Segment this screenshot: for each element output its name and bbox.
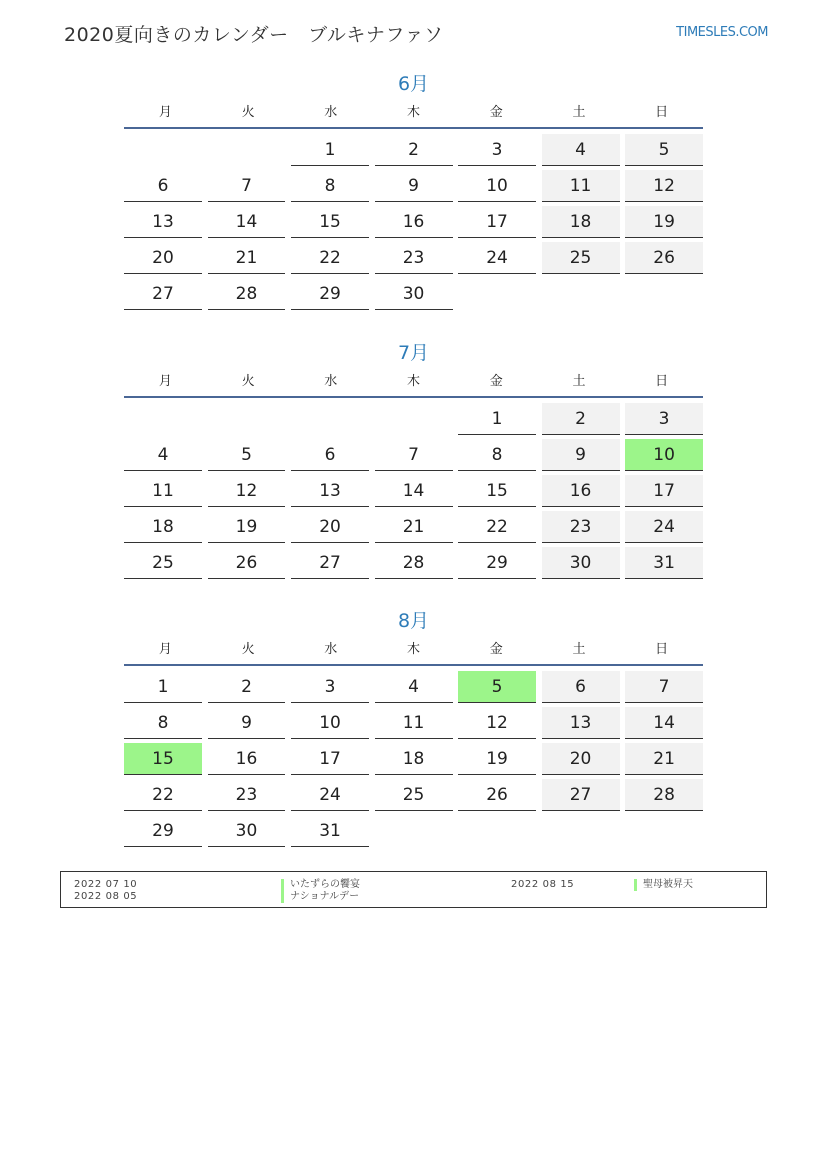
- day-cell[interactable]: 12: [458, 707, 536, 739]
- site-link[interactable]: TIMESLES.COM: [676, 25, 768, 40]
- day-grid: [124, 133, 703, 313]
- legend-holiday-name: いたずらの饗宴: [281, 879, 360, 891]
- week-row: [124, 778, 703, 814]
- week-row: [124, 546, 703, 582]
- legend-dates-col1: [74, 879, 137, 903]
- day-cell[interactable]: 5: [625, 134, 703, 166]
- day-cell[interactable]: 24: [458, 242, 536, 274]
- day-cell[interactable]: 26: [625, 242, 703, 274]
- day-cell[interactable]: 11: [542, 170, 620, 202]
- empty-cell: [625, 278, 703, 309]
- day-cell[interactable]: 31: [291, 815, 369, 847]
- day-cell[interactable]: 7: [625, 671, 703, 703]
- weekday-label: 木: [407, 374, 421, 389]
- day-cell[interactable]: 11: [124, 475, 202, 507]
- day-cell[interactable]: 20: [124, 242, 202, 274]
- empty-cell: [625, 815, 703, 846]
- week-row: [124, 814, 703, 850]
- empty-cell: [375, 403, 453, 434]
- day-cell[interactable]: 28: [625, 779, 703, 811]
- month-july: [124, 338, 703, 582]
- day-cell[interactable]: 30: [542, 547, 620, 579]
- day-cell[interactable]: 29: [458, 547, 536, 579]
- weekday-header: [124, 99, 703, 129]
- day-cell[interactable]: 13: [542, 707, 620, 739]
- day-cell[interactable]: 1: [458, 403, 536, 435]
- weekday-label: 金: [489, 642, 503, 657]
- day-grid: [124, 402, 703, 582]
- day-cell[interactable]: 9: [375, 170, 453, 202]
- day-cell[interactable]: 14: [375, 475, 453, 507]
- week-row: [124, 205, 703, 241]
- holiday-legend: [60, 871, 767, 908]
- weekday-label: 水: [324, 374, 338, 389]
- day-cell[interactable]: 21: [625, 743, 703, 775]
- weekday-label: 火: [241, 642, 255, 657]
- day-cell[interactable]: 14: [208, 206, 286, 238]
- day-cell[interactable]: 22: [124, 779, 202, 811]
- day-cell[interactable]: 6: [124, 170, 202, 202]
- month-title: 7月: [397, 342, 430, 364]
- empty-cell: [208, 134, 286, 165]
- week-row: [124, 438, 703, 474]
- weekday-label: 日: [655, 105, 669, 120]
- day-cell[interactable]: 6: [291, 439, 369, 471]
- day-cell[interactable]: 29: [291, 278, 369, 310]
- day-cell[interactable]: 2: [208, 671, 286, 703]
- day-cell[interactable]: 9: [542, 439, 620, 471]
- day-cell[interactable]: 9: [208, 707, 286, 739]
- day-cell[interactable]: 14: [625, 707, 703, 739]
- day-cell[interactable]: 13: [291, 475, 369, 507]
- week-row: [124, 277, 703, 313]
- empty-cell: [458, 278, 536, 309]
- weekday-label: 土: [572, 642, 586, 657]
- day-cell[interactable]: 15: [291, 206, 369, 238]
- day-cell[interactable]: 2: [542, 403, 620, 435]
- day-cell[interactable]: 19: [458, 743, 536, 775]
- day-cell[interactable]: 20: [542, 743, 620, 775]
- empty-cell: [375, 815, 453, 846]
- day-cell[interactable]: 2: [375, 134, 453, 166]
- weekday-label: 日: [655, 642, 669, 657]
- day-cell[interactable]: 17: [458, 206, 536, 238]
- day-cell[interactable]: 10: [291, 707, 369, 739]
- legend-names-col1: [281, 879, 360, 903]
- legend-date: 2022 07 10: [74, 879, 138, 890]
- day-cell[interactable]: 15: [458, 475, 536, 507]
- day-cell[interactable]: 3: [291, 671, 369, 703]
- day-cell[interactable]: 26: [208, 547, 286, 579]
- day-cell[interactable]: 13: [124, 206, 202, 238]
- weekday-label: 火: [241, 105, 255, 120]
- day-cell[interactable]: 19: [208, 511, 286, 543]
- day-cell[interactable]: 5: [208, 439, 286, 471]
- day-cell[interactable]: 27: [542, 779, 620, 811]
- day-cell[interactable]: 26: [458, 779, 536, 811]
- month-title: 6月: [397, 73, 430, 95]
- day-cell[interactable]: 1: [124, 671, 202, 703]
- day-cell[interactable]: 4: [375, 671, 453, 703]
- legend-date: 2022 08 05: [74, 891, 138, 902]
- day-cell[interactable]: 21: [375, 511, 453, 543]
- day-cell[interactable]: 23: [375, 242, 453, 274]
- day-cell[interactable]: 24: [625, 511, 703, 543]
- day-cell[interactable]: 19: [625, 206, 703, 238]
- day-cell[interactable]: 25: [124, 547, 202, 579]
- legend-names-col2: [634, 879, 693, 891]
- week-row: [124, 742, 703, 778]
- weekday-label: 月: [158, 374, 172, 389]
- day-cell[interactable]: 7: [375, 439, 453, 471]
- weekday-label: 土: [572, 374, 586, 389]
- day-cell[interactable]: 17: [291, 743, 369, 775]
- legend-dates-col2: [511, 879, 574, 891]
- day-cell[interactable]: 10: [625, 439, 703, 471]
- day-cell[interactable]: 18: [375, 743, 453, 775]
- day-cell[interactable]: 3: [458, 134, 536, 166]
- day-cell[interactable]: 20: [291, 511, 369, 543]
- week-row: [124, 241, 703, 277]
- week-row: [124, 169, 703, 205]
- day-cell[interactable]: 4: [542, 134, 620, 166]
- day-cell[interactable]: 16: [375, 206, 453, 238]
- legend-holiday-name: ナショナルデー: [281, 891, 360, 903]
- day-cell[interactable]: 24: [291, 779, 369, 811]
- weekday-label: 金: [489, 374, 503, 389]
- legend-date: 2022 08 15: [511, 879, 575, 890]
- day-cell[interactable]: 12: [625, 170, 703, 202]
- weekday-label: 木: [407, 105, 421, 120]
- weekday-label: 月: [158, 642, 172, 657]
- day-cell[interactable]: 4: [124, 439, 202, 471]
- day-cell[interactable]: 25: [375, 779, 453, 811]
- day-cell[interactable]: 22: [458, 511, 536, 543]
- weekday-label: 水: [324, 642, 338, 657]
- weekday-label: 月: [158, 105, 172, 120]
- weekday-header: [124, 368, 703, 398]
- weekday-label: 土: [572, 105, 586, 120]
- day-cell[interactable]: 3: [625, 403, 703, 435]
- day-cell[interactable]: 27: [291, 547, 369, 579]
- day-cell[interactable]: 30: [208, 815, 286, 847]
- week-row: [124, 510, 703, 546]
- day-cell[interactable]: 16: [542, 475, 620, 507]
- day-grid: [124, 670, 703, 850]
- day-cell[interactable]: 28: [375, 547, 453, 579]
- page-title: 2020夏向きのカレンダー ブルキナファソ: [64, 24, 444, 46]
- month-august: [124, 606, 703, 850]
- weekday-label: 金: [489, 105, 503, 120]
- day-cell[interactable]: 28: [208, 278, 286, 310]
- day-cell[interactable]: 16: [208, 743, 286, 775]
- weekday-label: 日: [655, 374, 669, 389]
- day-cell[interactable]: 12: [208, 475, 286, 507]
- week-row: [124, 402, 703, 438]
- empty-cell: [124, 403, 202, 434]
- day-cell[interactable]: 29: [124, 815, 202, 847]
- week-row: [124, 133, 703, 169]
- day-cell[interactable]: 6: [542, 671, 620, 703]
- day-cell[interactable]: 18: [542, 206, 620, 238]
- day-cell[interactable]: 11: [375, 707, 453, 739]
- day-cell[interactable]: 23: [542, 511, 620, 543]
- day-cell[interactable]: 8: [124, 707, 202, 739]
- weekday-label: 火: [241, 374, 255, 389]
- day-cell[interactable]: 25: [542, 242, 620, 274]
- day-cell[interactable]: 1: [291, 134, 369, 166]
- empty-cell: [124, 134, 202, 165]
- month-june: [124, 69, 703, 313]
- empty-cell: [291, 403, 369, 434]
- empty-cell: [542, 815, 620, 846]
- day-cell[interactable]: 23: [208, 779, 286, 811]
- weekday-header: [124, 636, 703, 666]
- day-cell[interactable]: 8: [291, 170, 369, 202]
- day-cell[interactable]: 15: [124, 743, 202, 775]
- day-cell[interactable]: 31: [625, 547, 703, 579]
- empty-cell: [542, 278, 620, 309]
- legend-holiday-name: 聖母被昇天: [634, 879, 693, 891]
- day-cell[interactable]: 7: [208, 170, 286, 202]
- day-cell[interactable]: 21: [208, 242, 286, 274]
- day-cell[interactable]: 27: [124, 278, 202, 310]
- weekday-label: 水: [324, 105, 338, 120]
- weekday-label: 木: [407, 642, 421, 657]
- day-cell[interactable]: 17: [625, 475, 703, 507]
- day-cell[interactable]: 10: [458, 170, 536, 202]
- week-row: [124, 706, 703, 742]
- day-cell[interactable]: 30: [375, 278, 453, 310]
- empty-cell: [458, 815, 536, 846]
- empty-cell: [208, 403, 286, 434]
- day-cell[interactable]: 22: [291, 242, 369, 274]
- day-cell[interactable]: 8: [458, 439, 536, 471]
- week-row: [124, 474, 703, 510]
- day-cell[interactable]: 5: [458, 671, 536, 703]
- month-title: 8月: [397, 610, 430, 632]
- week-row: [124, 670, 703, 706]
- day-cell[interactable]: 18: [124, 511, 202, 543]
